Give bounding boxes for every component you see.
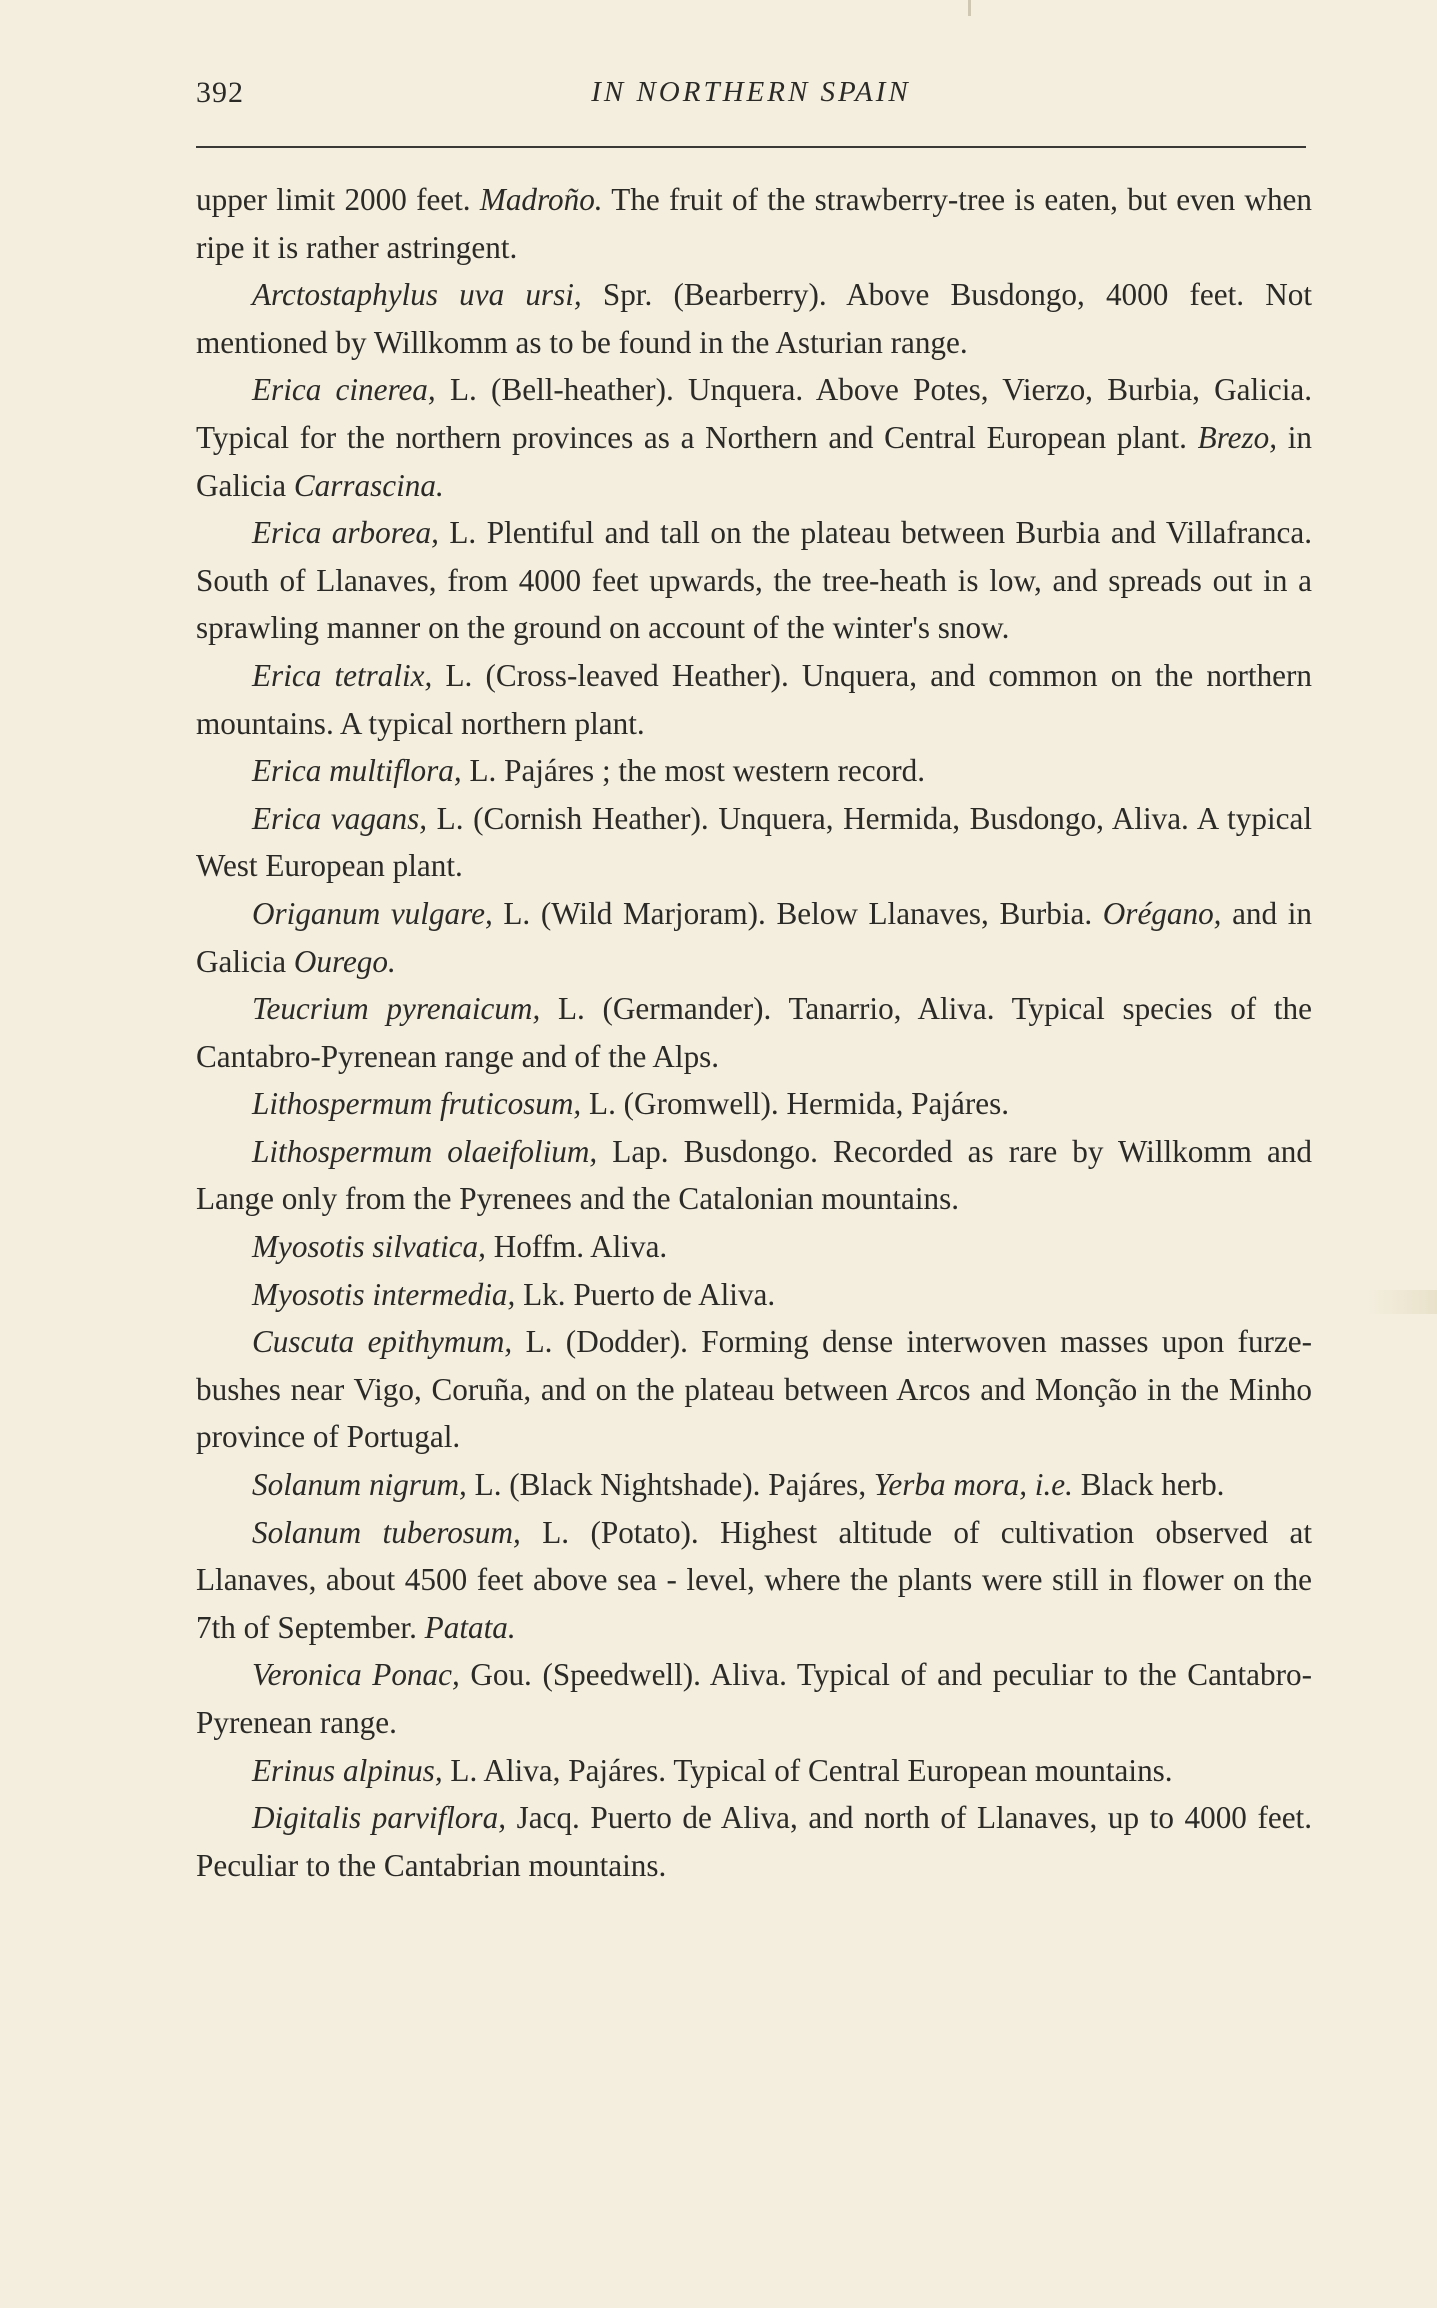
entry-text: in Galicia xyxy=(196,419,1312,503)
species-entry xyxy=(196,176,1312,271)
species-entry xyxy=(196,890,1312,985)
italic-term: Erica arborea, xyxy=(252,515,439,551)
scan-mark xyxy=(968,0,971,16)
species-entry xyxy=(196,1651,1312,1746)
entry-text: and in Galicia xyxy=(196,895,1312,979)
italic-term: Cuscuta epithymum, xyxy=(252,1324,513,1360)
entry-text: L. (Potato). Highest altitude of cultivation observed at Llanaves, about 4500 feet above sea - level, where the plants were still in flower on the 7th of September. xyxy=(196,1514,1312,1645)
entry-text: L. Plentiful and tall on the plateau between Burbia and Villafranca. South of Llanaves, from 4000 feet upwards, the tree-heath is low, and spreads out in a sprawling manner on the ground on account of the winter's snow. xyxy=(196,515,1313,646)
species-entry xyxy=(196,1128,1312,1223)
italic-term: Solanum nigrum, xyxy=(252,1467,467,1503)
entry-text: L. (Black Nightshade). Pajáres, xyxy=(466,1467,874,1503)
entry-text: Spr. (Bearberry). Above Busdongo, 4000 feet. Not mentioned by Willkomm as to be found in the Asturian range. xyxy=(196,277,1313,360)
species-entry xyxy=(196,985,1312,1080)
entry-text: L. (Gromwell). Hermida, Pajáres. xyxy=(581,1086,1010,1122)
entry-text: L. (Cross-leaved Heather). Unquera, and common on the northern mountains. A typical northern plant. xyxy=(196,657,1312,741)
italic-term: Madroño. xyxy=(479,182,603,217)
italic-term: Lithospermum fruticosum, xyxy=(252,1086,582,1122)
species-entry xyxy=(196,1461,1312,1509)
entry-text: The fruit of the strawberry-tree is eaten, but even when ripe it is rather astringent. xyxy=(196,182,1312,265)
entry-text: Lap. Busdongo. Recorded as rare by Willkomm and Lange only from the Pyrenees and the Catalonian mountains. xyxy=(196,1133,1312,1217)
header-rule xyxy=(196,146,1306,148)
italic-term: Teucrium pyrenaicum, xyxy=(252,991,541,1027)
running-title: IN NORTHERN SPAIN xyxy=(591,76,911,108)
italic-term: Erica tetralix, xyxy=(252,657,433,693)
italic-term: Yerba mora, i.e. xyxy=(873,1467,1073,1503)
species-entry xyxy=(196,1080,1312,1128)
entry-text: upper limit 2000 feet. xyxy=(196,182,480,217)
italic-term: Erica vagans, xyxy=(252,800,428,836)
species-entry xyxy=(196,1318,1312,1461)
entry-text: L. (Dodder). Forming dense interwoven masses upon furze-bushes near Vigo, Coruña, and on the plateau between Arcos and Monção in the Minho province of Portugal. xyxy=(196,1324,1312,1455)
italic-term: Erinus alpinus, xyxy=(252,1752,443,1788)
italic-term: Brezo, xyxy=(1197,419,1278,455)
page-number: 392 xyxy=(196,76,244,109)
italic-term: Lithospermum olaeifolium, xyxy=(252,1133,598,1169)
italic-term: Veronica Ponac, xyxy=(252,1657,460,1693)
italic-term: Arctostaphylus uva ursi, xyxy=(252,277,582,313)
page-header xyxy=(196,70,1306,130)
entry-text: Lk. Puerto de Aliva. xyxy=(515,1276,776,1312)
species-entry xyxy=(196,1271,1312,1319)
entry-text: Black herb. xyxy=(1072,1467,1225,1503)
species-entry xyxy=(196,1509,1312,1652)
species-entry xyxy=(196,652,1312,747)
italic-term: Myosotis intermedia, xyxy=(252,1276,516,1312)
species-entry xyxy=(196,1223,1312,1271)
entry-text: L. (Germander). Tanarrio, Aliva. Typical species of the Cantabro-Pyrenean range and of the Alps. xyxy=(196,991,1312,1074)
italic-term: Carrascina. xyxy=(293,467,444,503)
page-smudge xyxy=(1367,1290,1437,1314)
entry-text: Jacq. Puerto de Aliva, and north of Llanaves, up to 4000 feet. Peculiar to the Cantabrian mountains. xyxy=(196,1800,1312,1883)
italic-term: Ourego. xyxy=(293,943,396,979)
species-entry xyxy=(196,1794,1312,1889)
entry-text: L. (Bell-heather). Unquera. Above Potes, Vierzo, Burbia, Galicia. Typical for the northern provinces as a Northern and Central European plant. xyxy=(196,372,1312,455)
italic-term: Solanum tuberosum, xyxy=(252,1514,521,1550)
italic-term: Myosotis silvatica, xyxy=(252,1229,486,1265)
entry-text: L. Aliva, Pajáres. Typical of Central European mountains. xyxy=(442,1752,1173,1788)
body-text xyxy=(196,176,1312,1889)
italic-term: Patata. xyxy=(424,1609,516,1645)
entry-text: Gou. (Speedwell). Aliva. Typical of and peculiar to the Cantabro-Pyrenean range. xyxy=(196,1657,1312,1740)
italic-term: Digitalis parviflora, xyxy=(252,1800,507,1836)
species-entry xyxy=(196,509,1312,652)
species-entry xyxy=(196,795,1312,890)
species-entry xyxy=(196,271,1312,366)
entry-text: Hoffm. Aliva. xyxy=(485,1229,668,1265)
entry-text: L. (Cornish Heather). Unquera, Hermida, Busdongo, Aliva. A typical West European plant. xyxy=(196,800,1312,884)
italic-term: Erica multiflora, xyxy=(252,753,462,789)
italic-term: Orégano, xyxy=(1102,895,1222,931)
entry-text: L. (Wild Marjoram). Below Llanaves, Burbia. xyxy=(492,895,1103,931)
italic-term: Origanum vulgare, xyxy=(252,895,493,931)
species-entry xyxy=(196,747,1312,795)
species-entry xyxy=(196,366,1312,509)
italic-term: Erica cinerea, xyxy=(252,372,436,408)
species-entry xyxy=(196,1747,1312,1795)
entry-text: L. Pajáres ; the most western record. xyxy=(461,753,925,789)
